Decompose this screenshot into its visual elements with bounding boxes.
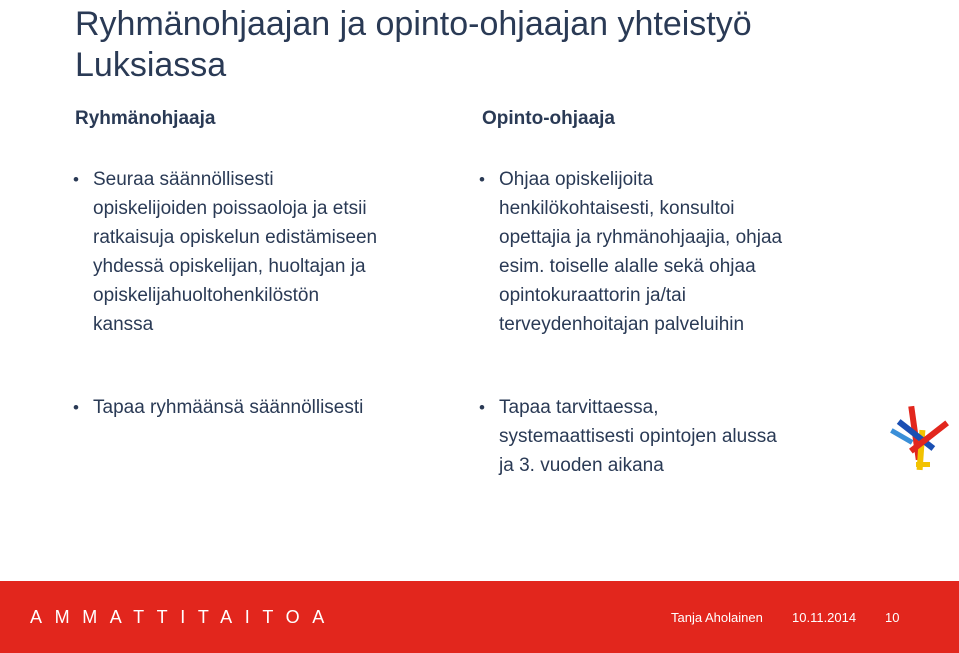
- list-item: • Ohjaa opiskelijoita henkilökohtaisesti, konsultoi opettajia ja ryhmänohjaajia, ohjaa esim. toiselle alalle sekä ohjaa opintokuraattorin ja/tai terveydenhoitajan palveluihin: [479, 165, 899, 339]
- luksia-logo-icon: [888, 400, 958, 478]
- left-bullet-list-1: [73, 165, 473, 339]
- right-column-heading: Opinto-ohjaaja: [482, 108, 615, 129]
- list-item: • Seuraa säännöllisesti opiskelijoiden poissaoloja ja etsii ratkaisuja opiskelun edistämiseen yhdessä opiskelijan, huoltajan ja opiskelijahuoltohenkilöstön kanssa: [73, 165, 473, 339]
- footer-bar: [0, 581, 959, 653]
- right-bullet-list-1: [479, 165, 899, 339]
- left-column-heading: Ryhmänohjaaja: [75, 108, 216, 129]
- right-bullet-list-2: [479, 393, 879, 480]
- list-item: • Tapaa ryhmäänsä säännöllisesti: [73, 393, 473, 422]
- slide-title: [75, 4, 915, 86]
- footer-date: 10.11.2014: [792, 610, 857, 625]
- footer-page-number: 10: [885, 610, 900, 625]
- footer-brand: AMMATTITAITOA: [30, 607, 337, 627]
- left-bullet-list-2: [73, 393, 473, 422]
- title-line-2: Luksiassa: [75, 46, 227, 84]
- title-line-1: Ryhmänohjaajan ja opinto-ohjaajan yhteistyö: [75, 5, 752, 43]
- list-item: • Tapaa tarvittaessa, systemaattisesti opintojen alussa ja 3. vuoden aikana: [479, 393, 879, 480]
- footer-author: Tanja Aholainen: [671, 610, 763, 625]
